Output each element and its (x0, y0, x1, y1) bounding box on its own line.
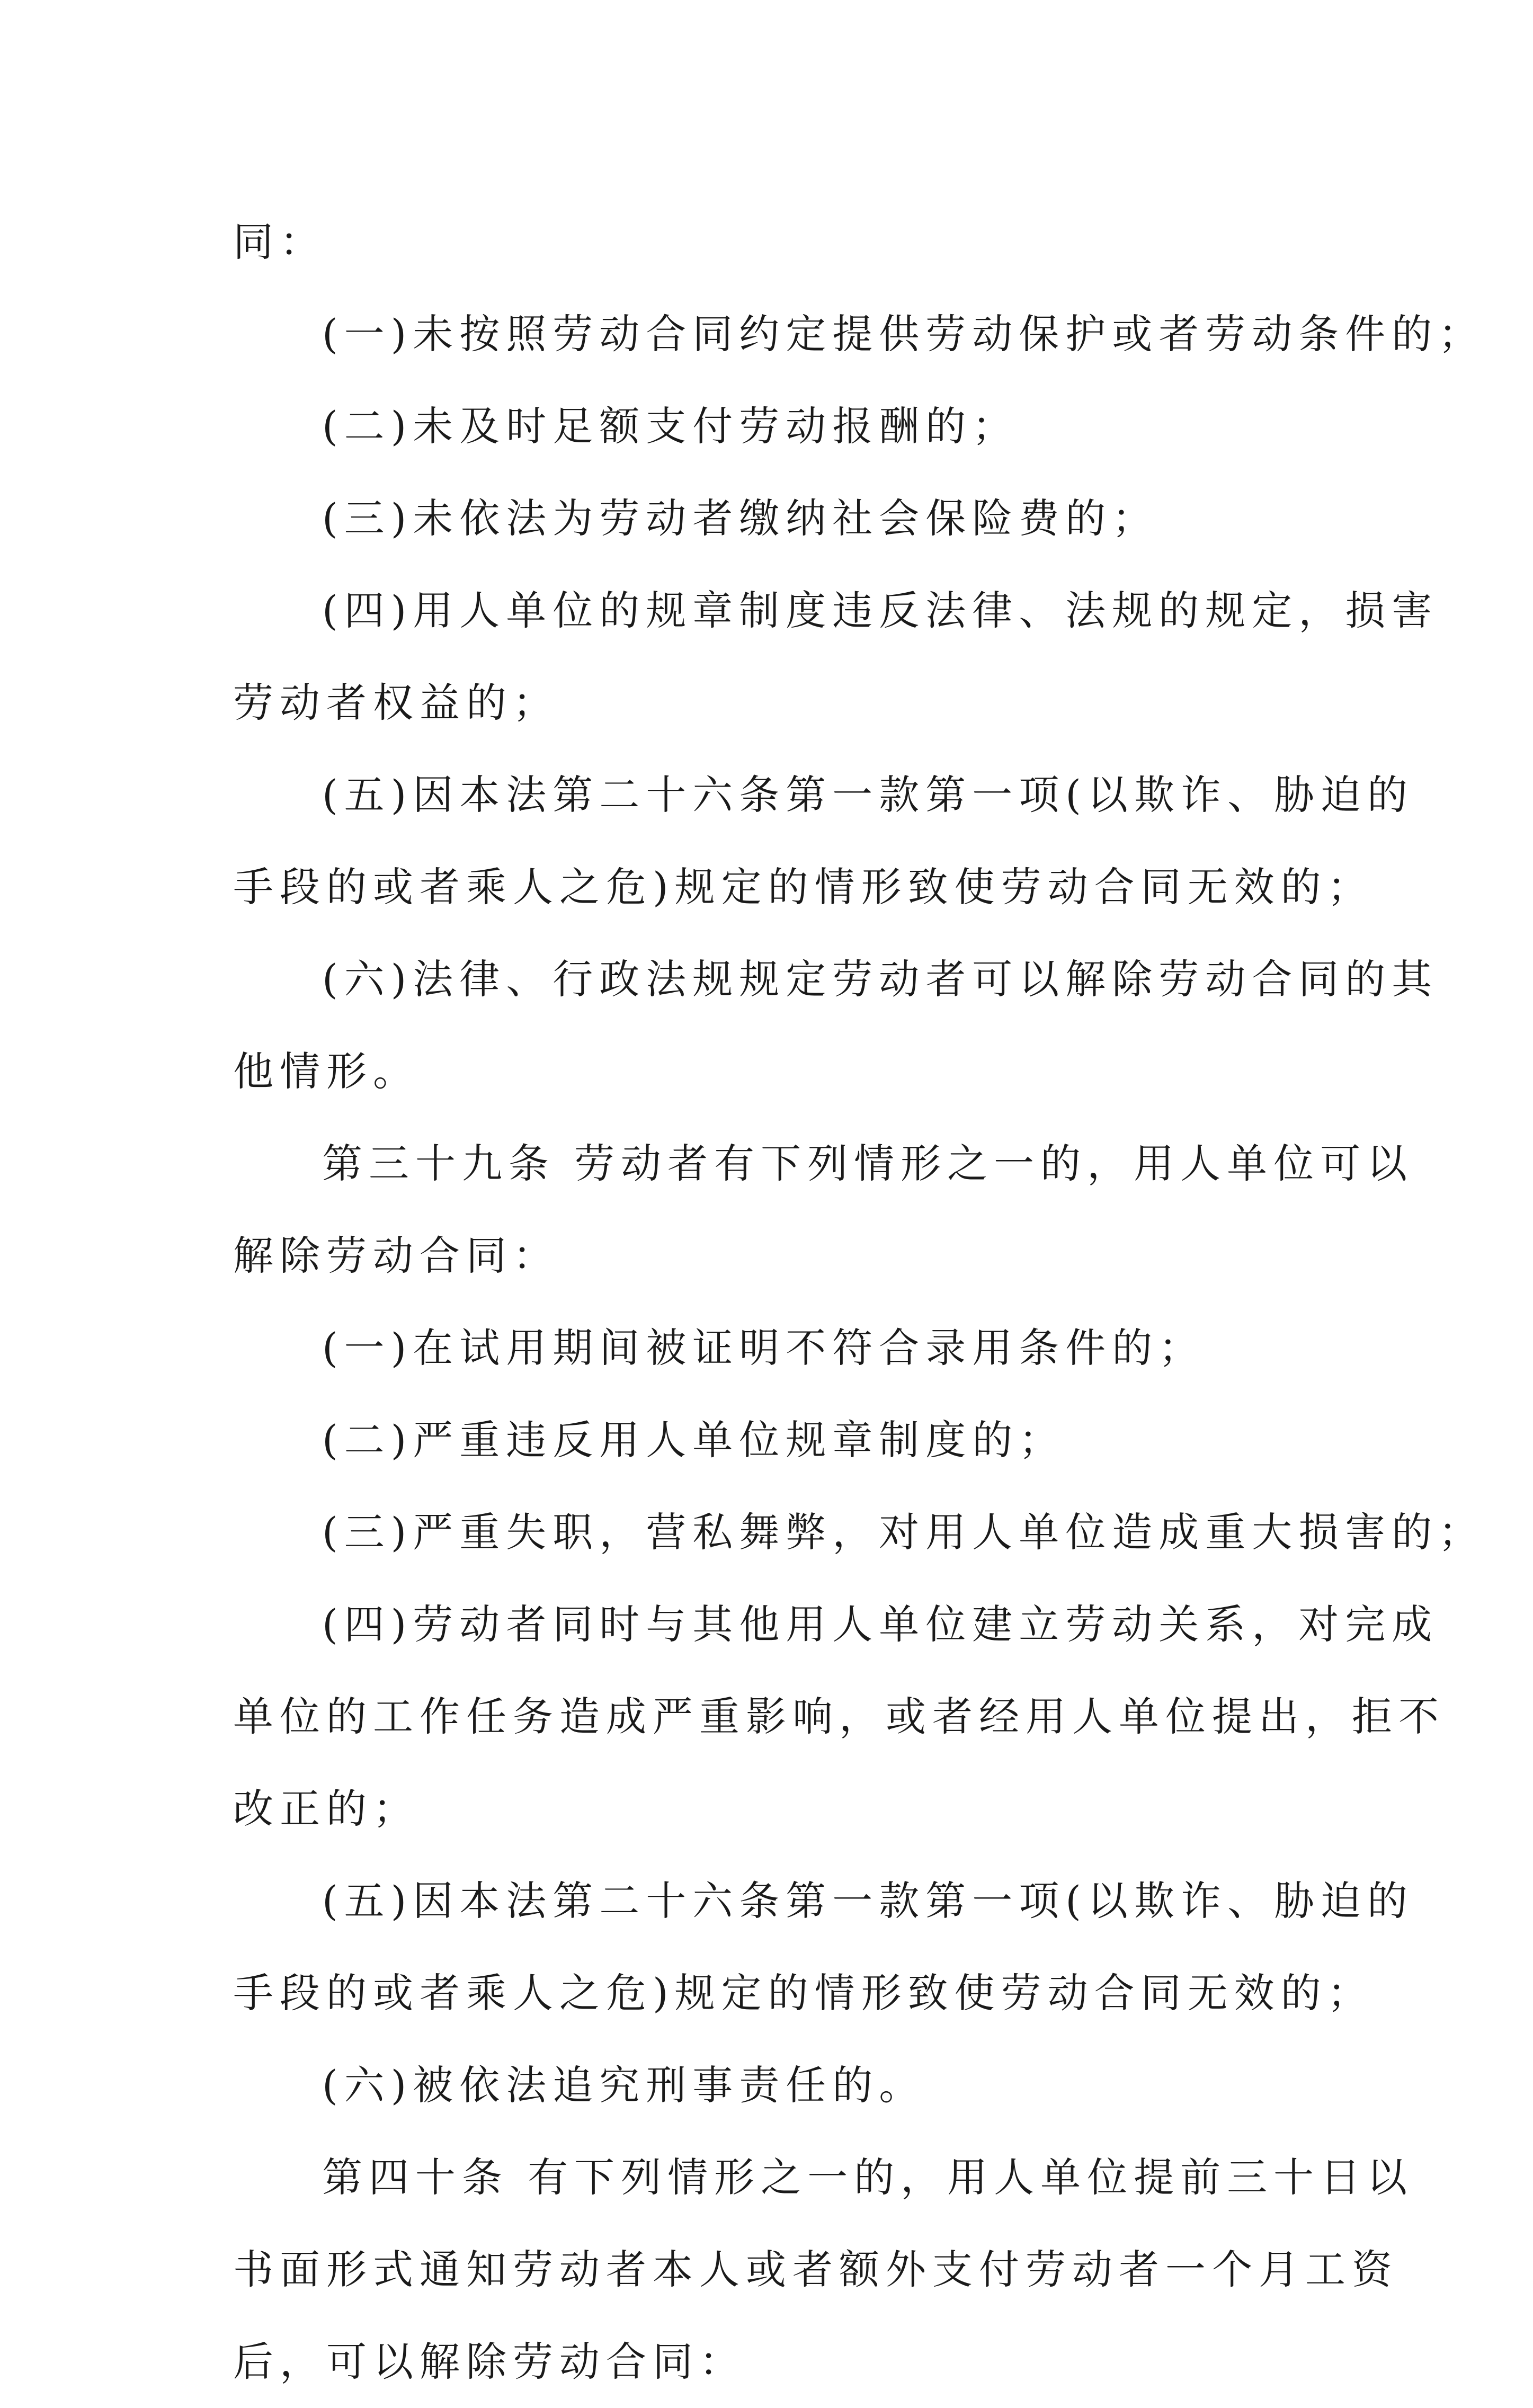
text-line: 手段的或者乘人之危)规定的情形致使劳动合同无效的； (233, 1969, 1374, 2017)
text-line: (五)因本法第二十六条第一款第一项(以欺诈、胁迫的 (322, 1877, 1414, 1924)
text-line: 解除劳动合同： (233, 1232, 559, 1279)
text-line: 单位的工作任务造成严重影响，或者经用人单位提出，拒不 (233, 1693, 1445, 1740)
article-heading-line: 第四十条 有下列情形之一的，用人单位提前三十日以 (322, 2154, 1414, 2201)
document-body (233, 196, 1485, 2408)
text-line: 手段的或者乘人之危)规定的情形致使劳动合同无效的； (233, 863, 1374, 911)
text-line: 他情形。 (233, 1048, 420, 1095)
text-line: (五)因本法第二十六条第一款第一项(以欺诈、胁迫的 (322, 771, 1414, 818)
article-heading-line: 第三十九条 劳动者有下列情形之一的，用人单位可以 (322, 1140, 1414, 1187)
text-line: 书面形式通知劳动者本人或者额外支付劳动者一个月工资 (233, 2246, 1398, 2293)
text-line: 后，可以解除劳动合同： (233, 2338, 746, 2385)
text-line: (二)未及时足额支付劳动报酬的； (322, 403, 1019, 450)
text-line: (四)劳动者同时与其他用人单位建立劳动关系，对完成 (322, 1601, 1439, 1648)
text-line: (二)严重违反用人单位规章制度的； (322, 1416, 1066, 1464)
text-line: 同： (233, 218, 326, 265)
text-line: (三)未依法为劳动者缴纳社会保险费的； (322, 495, 1159, 542)
text-line: 改正的； (233, 1785, 420, 1832)
text-line: 劳动者权益的； (233, 679, 559, 726)
text-line: (三)严重失职，营私舞弊，对用人单位造成重大损害的； (322, 1509, 1485, 1556)
text-line: (六)法律、行政法规规定劳动者可以解除劳动合同的其 (322, 956, 1439, 1003)
text-line: (六)被依法追究刑事责任的。 (322, 2062, 926, 2109)
text-line: (四)用人单位的规章制度违反法律、法规的规定，损害 (322, 587, 1439, 634)
text-line: (一)未按照劳动合同约定提供劳动保护或者劳动条件的； (322, 310, 1485, 358)
text-line: (一)在试用期间被证明不符合录用条件的； (322, 1324, 1206, 1371)
